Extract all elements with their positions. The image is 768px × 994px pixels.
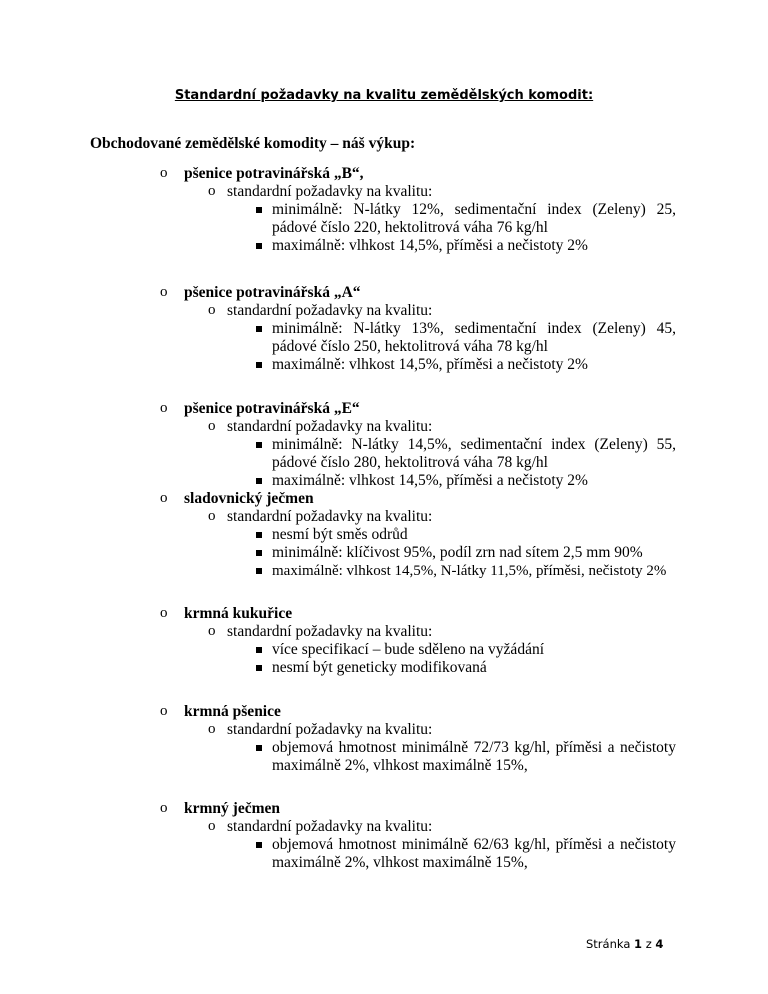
square-bullet-icon xyxy=(256,362,262,368)
item-text: nesmí být směs odrůd xyxy=(272,526,408,543)
circle-bullet-icon: o xyxy=(208,508,216,524)
circle-bullet-icon: o xyxy=(160,605,168,621)
square-bullet-icon xyxy=(256,442,262,448)
item-text: minimálně: N-látky 14,5%, sedimentační index (Zeleny) 55, pádové číslo 280, hektolitrová váha 78 kg/hl xyxy=(272,436,676,471)
standard-label: standardní požadavky na kvalitu: xyxy=(227,418,433,435)
circle-bullet-icon: o xyxy=(160,703,168,719)
item-text: objemová hmotnost minimálně 62/63 kg/hl, příměsi a nečistoty maximálně 2%, vlhkost maximálně 15%, xyxy=(272,836,676,871)
square-bullet-icon xyxy=(256,532,262,538)
item-text: maximálně: vlhkost 14,5%, N-látky 11,5%, příměsi, nečistoty 2% xyxy=(272,563,667,579)
circle-bullet-icon: o xyxy=(160,800,168,816)
item-text: více specifikací – bude sděleno na vyžádání xyxy=(272,641,544,658)
square-bullet-icon xyxy=(256,665,262,671)
circle-bullet-icon: o xyxy=(160,284,168,300)
square-bullet-icon xyxy=(256,326,262,332)
standard-label: standardní požadavky na kvalitu: xyxy=(227,818,433,835)
circle-bullet-icon: o xyxy=(208,721,216,737)
standard-label: standardní požadavky na kvalitu: xyxy=(227,183,433,200)
square-bullet-icon xyxy=(256,647,262,653)
circle-bullet-icon: o xyxy=(208,818,216,834)
square-bullet-icon xyxy=(256,243,262,249)
square-bullet-icon xyxy=(256,207,262,213)
square-bullet-icon xyxy=(256,745,262,751)
item-text: maximálně: vlhkost 14,5%, příměsi a nečistoty 2% xyxy=(272,237,588,254)
square-bullet-icon xyxy=(256,478,262,484)
commodity-name: krmný ječmen xyxy=(184,800,280,817)
item-text: maximálně: vlhkost 14,5%, příměsi a nečistoty 2% xyxy=(272,356,588,373)
circle-bullet-icon: o xyxy=(160,165,168,181)
circle-bullet-icon: o xyxy=(208,183,216,199)
document-title: Standardní požadavky na kvalitu zemědělských komodit: xyxy=(174,88,594,103)
standard-label: standardní požadavky na kvalitu: xyxy=(227,508,433,525)
current-page: 1 xyxy=(634,937,643,951)
footer-separator: z xyxy=(645,937,652,951)
commodity-name: krmná kukuřice xyxy=(184,605,293,622)
circle-bullet-icon: o xyxy=(208,418,216,434)
item-text: minimálně: N-látky 13%, sedimentační index (Zeleny) 45, pádové číslo 250, hektolitrová váha 78 kg/hl xyxy=(272,320,676,355)
item-text: nesmí být geneticky modifikovaná xyxy=(272,659,487,676)
commodity-name: pšenice potravinářská „E“ xyxy=(184,400,360,417)
item-text: objemová hmotnost minimálně 72/73 kg/hl, příměsi a nečistoty maximálně 2%, vlhkost maximálně 15%, xyxy=(272,739,676,774)
circle-bullet-icon: o xyxy=(208,302,216,318)
commodity-name: pšenice potravinářská „A“ xyxy=(184,284,361,301)
circle-bullet-icon: o xyxy=(160,400,168,416)
circle-bullet-icon: o xyxy=(208,623,216,639)
circle-bullet-icon: o xyxy=(160,490,168,506)
commodity-name: krmná pšenice xyxy=(184,703,281,720)
item-text: minimálně: klíčivost 95%, podíl zrn nad sítem 2,5 mm 90% xyxy=(272,544,643,561)
commodity-name: pšenice potravinářská „B“, xyxy=(184,165,364,182)
footer-label: Stránka xyxy=(586,937,631,951)
standard-label: standardní požadavky na kvalitu: xyxy=(227,623,433,640)
item-text: maximálně: vlhkost 14,5%, příměsi a nečistoty 2% xyxy=(272,472,588,489)
item-text: minimálně: N-látky 12%, sedimentační index (Zeleny) 25, pádové číslo 220, hektolitrová váha 76 kg/hl xyxy=(272,201,676,236)
square-bullet-icon xyxy=(256,842,262,848)
standard-label: standardní požadavky na kvalitu: xyxy=(227,302,433,319)
commodity-name: sladovnický ječmen xyxy=(184,490,314,507)
square-bullet-icon xyxy=(256,550,262,556)
total-pages: 4 xyxy=(655,937,664,951)
square-bullet-icon xyxy=(256,568,262,574)
page-number-footer xyxy=(586,937,663,951)
standard-label: standardní požadavky na kvalitu: xyxy=(227,721,433,738)
section-heading: Obchodované zemědělské komodity – náš výkup: xyxy=(90,135,416,152)
